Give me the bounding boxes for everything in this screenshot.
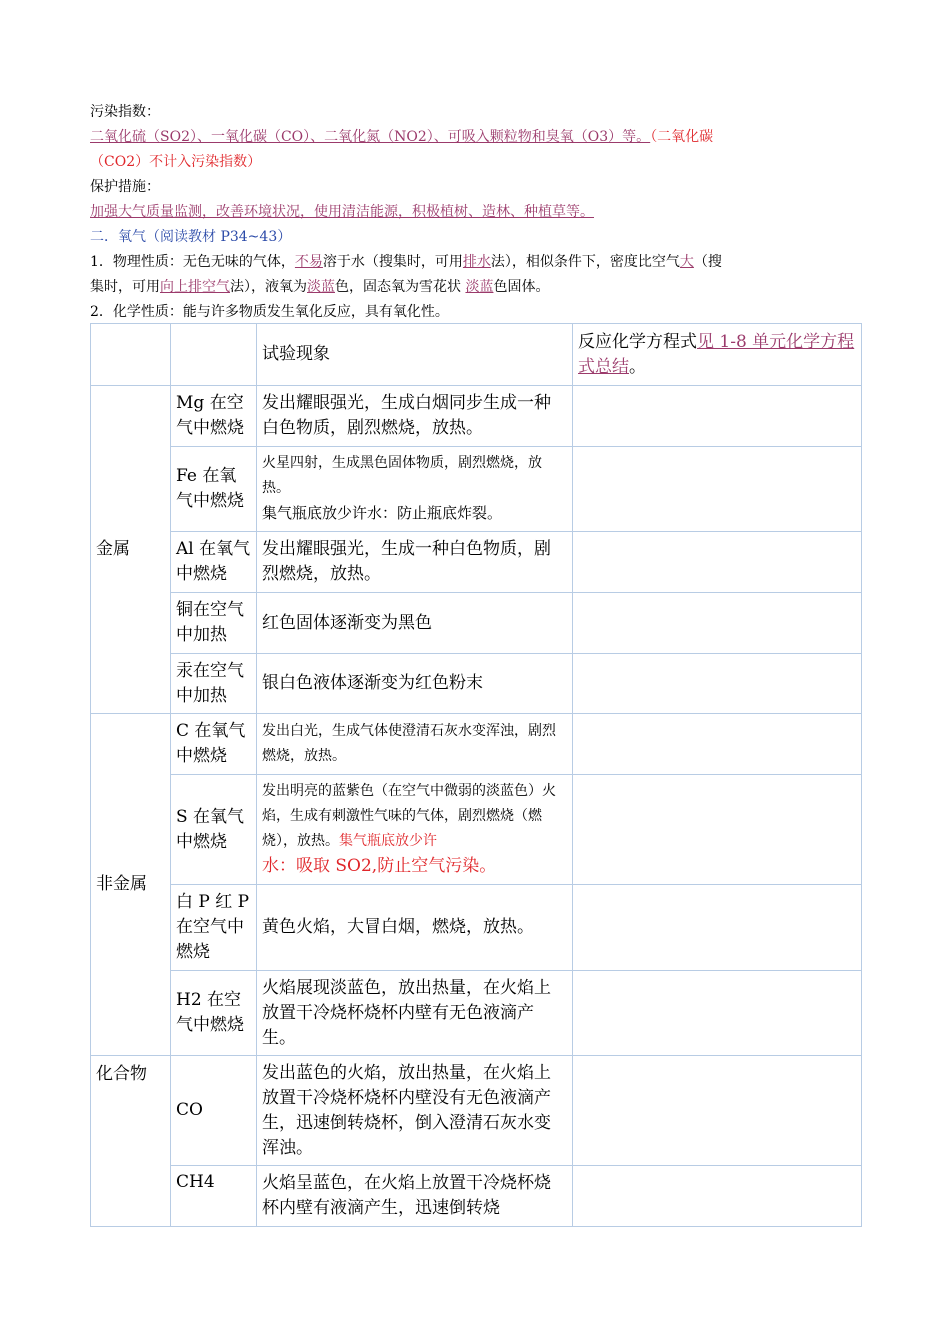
reaction-item: C 在氧气中燃烧	[171, 714, 257, 775]
reaction-item: 白 P 红 P 在空气中燃烧	[171, 885, 257, 971]
answer-link[interactable]: 淡蓝	[465, 279, 494, 295]
document-body	[90, 100, 860, 325]
physical-properties-line-2: 集时，可用向上排空气法），液氧为淡蓝色，固态氧为雪花状 淡蓝色固体。	[90, 279, 550, 295]
physical-properties-line-1: 1．物理性质：无色无味的气体，不易溶于水（搜集时，可用排水法），相似条件下，密度比空气大（搜	[90, 254, 722, 270]
reaction-item: H2 在空气中燃烧	[171, 971, 257, 1056]
oxygen-reactions-table	[90, 323, 862, 1227]
pollution-text-link[interactable]: 二氧化硫（SO2）、一氧化碳（CO）、二氧化氮（NO2）、可吸入颗粒物和臭氧（O3）等。	[90, 129, 651, 145]
equation-cell[interactable]	[573, 775, 862, 885]
equation-cell[interactable]	[573, 885, 862, 971]
equation-cell[interactable]	[573, 714, 862, 775]
table-row	[91, 447, 862, 532]
table-row	[91, 593, 862, 654]
answer-link[interactable]: 淡蓝	[307, 279, 335, 295]
reaction-phenomenon: 发出白光，生成气体使澄清石灰水变浑浊，剧烈燃烧，放热。	[257, 714, 573, 775]
equation-cell[interactable]	[573, 654, 862, 714]
reaction-item: CH4	[171, 1166, 257, 1227]
table-header-row	[91, 324, 862, 386]
reaction-phenomenon: 火焰呈蓝色，在火焰上放置干冷烧杯烧杯内壁有液滴产生，迅速倒转烧	[257, 1166, 573, 1227]
table-row	[91, 971, 862, 1056]
equation-cell[interactable]	[573, 971, 862, 1056]
reaction-item: Al 在氧气中燃烧	[171, 532, 257, 593]
table-row	[91, 386, 862, 447]
chemical-properties: 2．化学性质：能与许多物质发生氧化反应，具有氧化性。	[90, 304, 449, 320]
answer-link[interactable]: 不易	[294, 254, 323, 270]
reaction-phenomenon: 火星四射，生成黑色固体物质，剧烈燃烧，放热。 集气瓶底放少许水：防止瓶底炸裂。	[257, 447, 573, 532]
equation-cell[interactable]	[573, 532, 862, 593]
table-row	[91, 714, 862, 775]
equation-cell[interactable]	[573, 447, 862, 532]
answer-link[interactable]: 向上排空气	[160, 279, 230, 295]
reaction-phenomenon: 发出蓝色的火焰，放出热量，在火焰上放置干冷烧杯烧杯内壁没有无色液滴产生，迅速倒转烧杯，倒入澄清石灰水变浑浊。	[257, 1056, 573, 1166]
reaction-phenomenon: 火焰展现淡蓝色，放出热量，在火焰上放置干冷烧杯烧杯内壁有无色液滴产生。	[257, 971, 573, 1056]
equation-cell[interactable]	[573, 593, 862, 654]
section-title: 二．氧气（阅读教材 P34~43）	[90, 229, 292, 245]
category-metal: 金属	[91, 386, 171, 714]
equation-summary-link[interactable]: 见 1-8 单元化学方程式总结	[578, 331, 855, 377]
table-row	[91, 532, 862, 593]
header-phenomenon: 试验现象	[257, 324, 573, 386]
table-row	[91, 1166, 862, 1227]
header-equation: 反应化学方程式见 1-8 单元化学方程式总结。	[573, 324, 862, 386]
answer-link[interactable]: 排水	[462, 254, 491, 270]
header-empty-cell	[91, 324, 171, 386]
protect-text-link[interactable]: 加强大气质量监测，改善环境状况，使用清洁能源，积极植树、造林、种植草等。	[90, 204, 594, 220]
table-row	[91, 775, 862, 885]
reaction-item: CO	[171, 1056, 257, 1166]
pollution-label: 污染指数：	[90, 104, 160, 120]
table-row	[91, 885, 862, 971]
reaction-phenomenon: 发出明亮的蓝紫色（在空气中微弱的淡蓝色）火焰，生成有刺激性气味的气体，剧烈燃烧（燃烧），放热。集气瓶底放少许 水：吸取 SO2,防止空气污染。	[257, 775, 573, 885]
reaction-item: 汞在空气中加热	[171, 654, 257, 714]
pollution-note: （二氧化碳	[650, 129, 714, 145]
table-row	[91, 1056, 862, 1166]
reaction-phenomenon: 发出耀眼强光，生成白烟同步生成一种白色物质，剧烈燃烧，放热。	[257, 386, 573, 447]
equation-cell[interactable]	[573, 1056, 862, 1166]
reaction-phenomenon: 红色固体逐渐变为黑色	[257, 593, 573, 654]
protect-label: 保护措施：	[90, 179, 160, 195]
reaction-phenomenon: 银白色液体逐渐变为红色粉末	[257, 654, 573, 714]
reaction-phenomenon: 黄色火焰，大冒白烟，燃烧，放热。	[257, 885, 573, 971]
reaction-item: Mg 在空气中燃烧	[171, 386, 257, 447]
reaction-item: Fe 在氧气中燃烧	[171, 447, 257, 532]
pollution-note-2: （CO2）不计入污染指数）	[90, 154, 262, 170]
category-compound: 化合物	[91, 1056, 171, 1227]
reaction-item: S 在氧气中燃烧	[171, 775, 257, 885]
equation-cell[interactable]	[573, 386, 862, 447]
header-empty-cell	[171, 324, 257, 386]
answer-link[interactable]: 大	[679, 254, 694, 270]
reaction-phenomenon: 发出耀眼强光，生成一种白色物质，剧烈燃烧，放热。	[257, 532, 573, 593]
equation-cell[interactable]	[573, 1166, 862, 1227]
table-row	[91, 654, 862, 714]
category-nonmetal: 非金属	[91, 714, 171, 1056]
reaction-item: 铜在空气中加热	[171, 593, 257, 654]
